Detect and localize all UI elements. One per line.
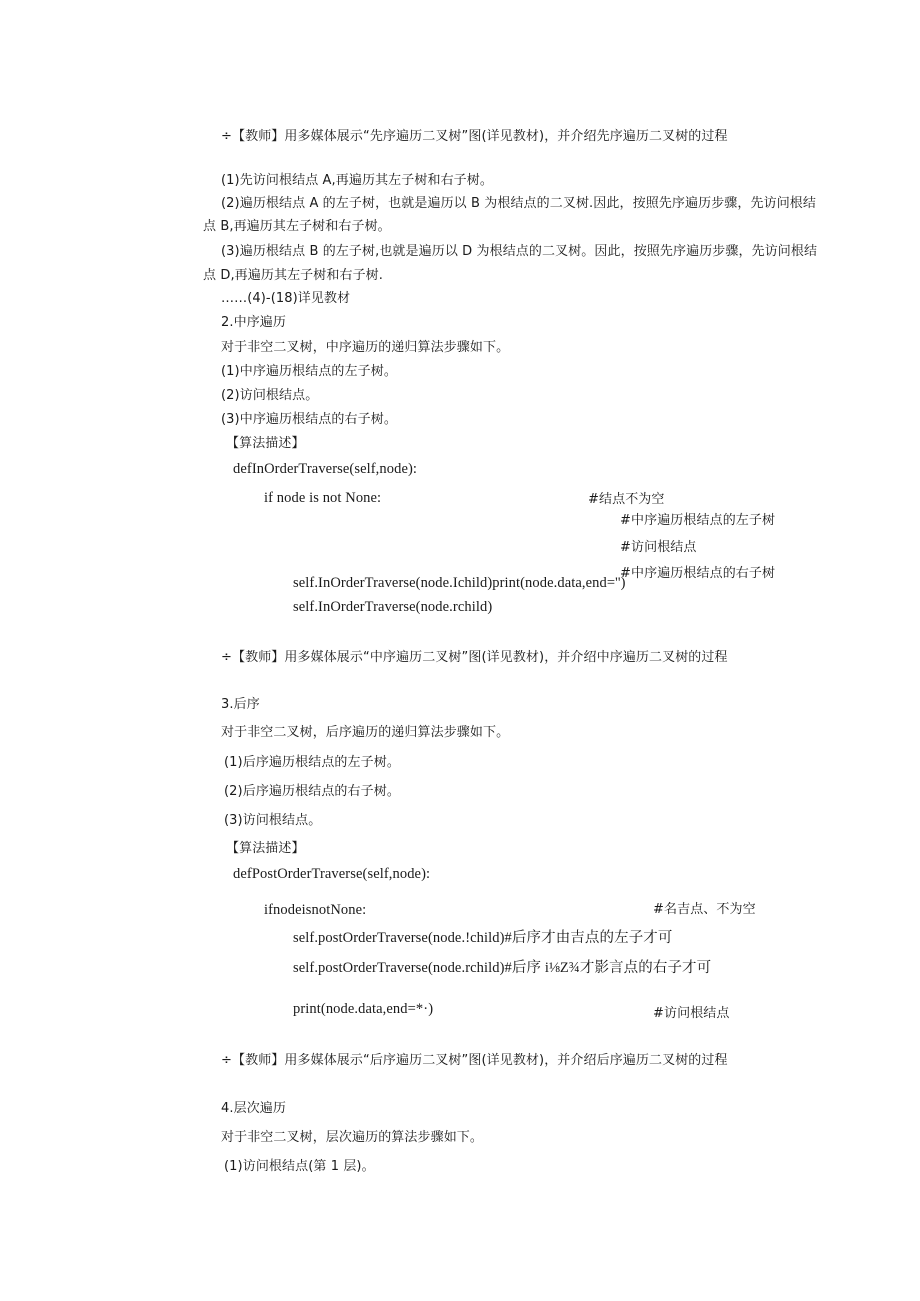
postorder-comment-visit: #访问根结点 — [653, 1006, 730, 1021]
postorder-code-def: defPostOrderTraverse(self,node): — [233, 866, 431, 882]
inorder-comment-left: #中序遍历根结点的左子树 — [620, 513, 776, 528]
inorder-code-line-2: self.InOrderTraverse(node.rchild) — [293, 599, 493, 615]
postorder-step-3: (3)访问根结点。 — [224, 813, 322, 828]
preorder-step-1: (1)先访问根结点 A,再遍历其左子树和右子树。 — [221, 173, 493, 188]
preorder-step-3-line-1: (3)遍历根结点 B 的左子树,也就是遍历以 D 为根结点的二叉树。因此，按照先序遍历步骤，先访问根结 — [221, 244, 818, 259]
inorder-step-1: (1)中序遍历根结点的左子树。 — [221, 364, 397, 379]
inorder-intro: 对于非空二叉树，中序遍历的递归算法步骤如下。 — [221, 340, 510, 355]
inorder-step-2: (2)访问根结点。 — [221, 388, 319, 403]
postorder-intro: 对于非空二叉树，后序遍历的递归算法步骤如下。 — [221, 725, 510, 740]
inorder-comment-visit: #访问根结点 — [620, 540, 697, 555]
inorder-comment-right: #中序遍历根结点的右子树 — [620, 566, 776, 581]
levelorder-intro: 对于非空二叉树，层次遍历的算法步骤如下。 — [221, 1130, 484, 1145]
postorder-algo-label: 【算法描述】 — [226, 841, 305, 856]
levelorder-step-1: (1)访问根结点(第 1 层)。 — [224, 1159, 375, 1174]
preorder-step-3-line-2: 点 D,再遍历其左子树和右子树. — [203, 268, 384, 283]
inorder-algo-label: 【算法描述】 — [226, 436, 305, 451]
inorder-teacher-note: ÷【教师】用多媒体展示“中序遍历二叉树”图(详见教材)，并介绍中序遍历二叉树的过程 — [221, 650, 728, 665]
inorder-code-line-1: self.InOrderTraverse(node.Ichild)print(node.data,end='') — [293, 575, 626, 591]
preorder-teacher-note: ÷【教师】用多媒体展示“先序遍历二叉树”图(详见教材)，并介绍先序遍历二叉树的过程 — [221, 129, 728, 144]
inorder-comment-right-clip — [620, 562, 790, 581]
levelorder-heading: 4.层次遍历 — [221, 1101, 287, 1116]
postorder-teacher-note: ÷【教师】用多媒体展示“后序遍历二叉树”图(详见教材)，并介绍后序遍历二叉树的过程 — [221, 1053, 728, 1068]
postorder-heading: 3.后序 — [221, 697, 260, 712]
postorder-code-line-1: self.postOrderTraverse(node.!child)#后序才由吉点的左子才可 — [293, 930, 673, 946]
postorder-step-2: (2)后序遍历根结点的右子树。 — [224, 784, 400, 799]
inorder-code-if: if node is not None: — [264, 490, 382, 506]
inorder-code-def: defInOrderTraverse(self,node): — [233, 461, 418, 477]
postorder-code-line-3: print(node.data,end=*·) — [293, 1001, 434, 1017]
postorder-code-if: ifnodeisnotNone: — [264, 902, 367, 918]
preorder-step-2-line-1: (2)遍历根结点 A 的左子树，也就是遍历以 B 为根结点的二叉树.因此，按照先序遍历步骤，先访问根结 — [221, 196, 816, 211]
preorder-step-2-line-2: 点 B,再遍历其左子树和右子树。 — [203, 219, 391, 234]
postorder-code-line-2: self.postOrderTraverse(node.rchild)#后序 i⅛Z¾才影言点的右子才可 — [293, 960, 712, 976]
inorder-comment-if: #结点不为空 — [588, 492, 665, 507]
inorder-step-3: (3)中序遍历根结点的右子树。 — [221, 412, 397, 427]
postorder-step-1: (1)后序遍历根结点的左子树。 — [224, 755, 400, 770]
preorder-more: ……(4)-(18)详见教材 — [221, 291, 351, 306]
inorder-heading: 2.中序遍历 — [221, 315, 287, 330]
postorder-comment-if: #名吉点、不为空 — [653, 902, 756, 917]
